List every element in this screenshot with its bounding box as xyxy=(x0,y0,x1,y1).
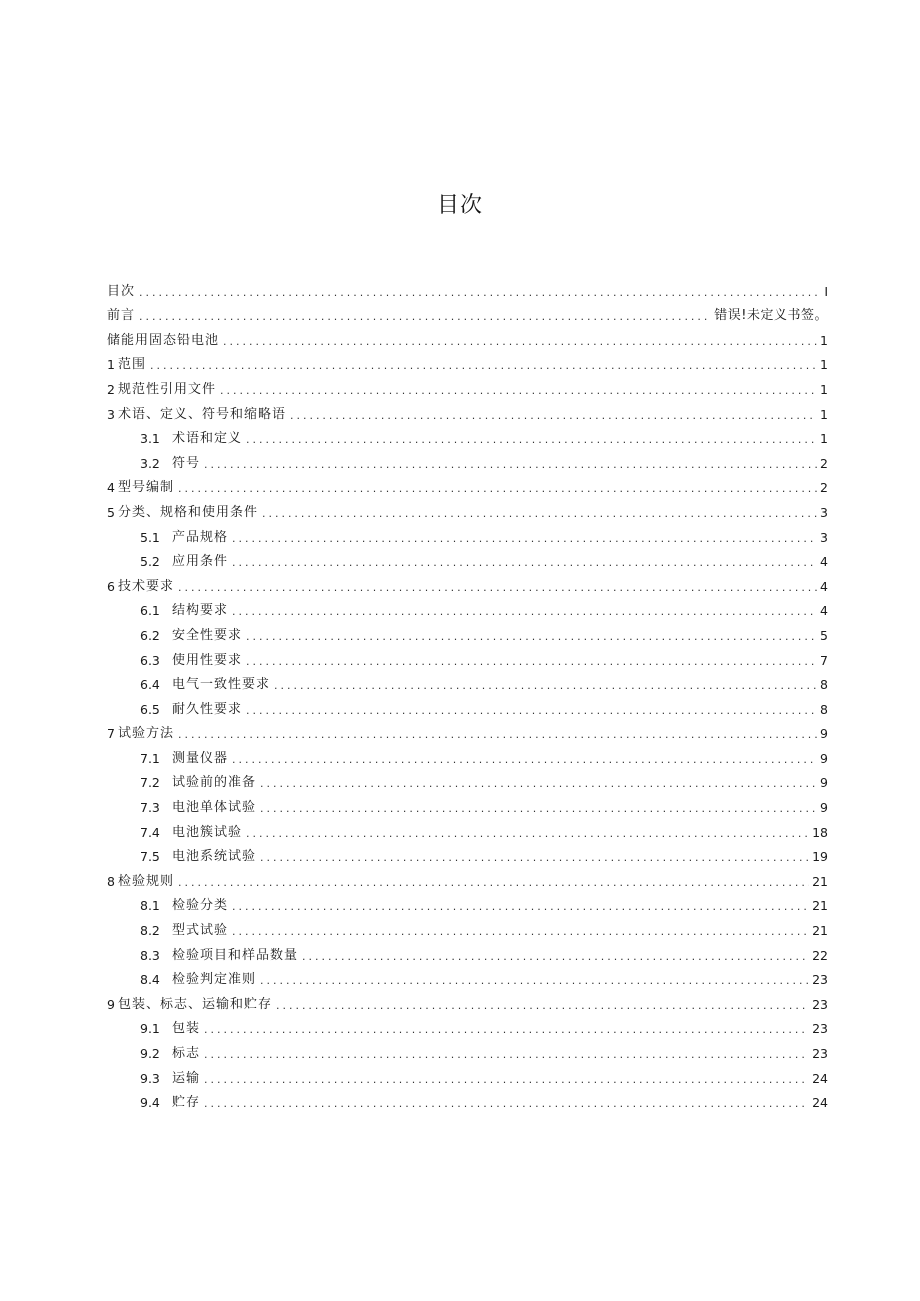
toc-entry-number: 6.4 xyxy=(140,677,160,693)
toc-entry-number: 6.5 xyxy=(140,701,160,717)
toc-entry-number: 6.1 xyxy=(140,603,160,619)
toc-entry[interactable] xyxy=(107,374,828,399)
toc-entry-title: 术语、定义、符号和缩略语 xyxy=(117,406,286,422)
toc-entry[interactable] xyxy=(107,989,828,1014)
toc-entry-page: 2 xyxy=(820,480,828,496)
toc-dot-leader xyxy=(178,727,817,743)
toc-entry-page: 错误!未定义书签。 xyxy=(714,308,828,324)
toc-entry[interactable] xyxy=(107,620,828,645)
toc-entry-number: 8 xyxy=(107,873,115,889)
toc-entry-page: 4 xyxy=(820,578,828,594)
toc-entry-number: 5.1 xyxy=(140,529,160,545)
toc-entry[interactable] xyxy=(107,1063,828,1088)
toc-entry-page: 22 xyxy=(812,947,828,963)
toc-dot-leader xyxy=(204,1096,809,1112)
toc-entry-page: 21 xyxy=(812,898,828,914)
toc-entry[interactable] xyxy=(107,842,828,867)
toc-entry-page: 24 xyxy=(812,1070,828,1086)
toc-entry-number: 6.3 xyxy=(140,652,160,668)
toc-dot-leader xyxy=(232,899,809,915)
toc-entry-title: 检验分类 xyxy=(172,898,229,914)
toc-entry[interactable] xyxy=(107,522,828,547)
table-of-contents xyxy=(107,276,828,1112)
toc-entry[interactable] xyxy=(107,866,828,891)
toc-entry[interactable] xyxy=(107,940,828,965)
toc-entry-page: 23 xyxy=(812,1021,828,1037)
toc-dot-leader xyxy=(150,358,817,374)
toc-entry[interactable] xyxy=(107,424,828,449)
toc-entry-title: 包装 xyxy=(172,1021,201,1037)
toc-entry-title: 标志 xyxy=(172,1046,201,1061)
toc-entry-page: 9 xyxy=(820,750,828,766)
toc-entry-number: 7.5 xyxy=(140,849,160,865)
toc-entry-page: 3 xyxy=(820,529,828,545)
toc-dot-leader xyxy=(232,555,817,571)
toc-dot-leader xyxy=(232,752,817,768)
toc-dot-leader xyxy=(178,875,809,891)
toc-entry-title: 前言 xyxy=(107,308,136,324)
toc-dot-leader xyxy=(302,949,809,965)
toc-entry-page: 18 xyxy=(812,824,828,840)
toc-entry-page: 4 xyxy=(820,554,828,570)
toc-entry[interactable] xyxy=(107,399,828,424)
toc-entry-title: 型号编制 xyxy=(117,480,174,496)
toc-entry-title: 符号 xyxy=(172,455,201,471)
toc-dot-leader xyxy=(260,850,809,866)
toc-entry-page: 9 xyxy=(820,775,828,791)
toc-entry-number: 8.2 xyxy=(140,923,160,939)
toc-entry-title: 电池簇试验 xyxy=(172,824,243,840)
toc-entry-page: 1 xyxy=(820,431,828,447)
toc-dot-leader xyxy=(260,776,817,792)
toc-entry-page: 2 xyxy=(820,455,828,471)
toc-entry[interactable] xyxy=(107,792,828,817)
toc-dot-leader xyxy=(246,703,817,719)
toc-dot-leader xyxy=(232,924,809,940)
toc-entry[interactable] xyxy=(107,1088,828,1113)
toc-entry[interactable] xyxy=(107,694,828,719)
toc-entry-number: 7 xyxy=(107,726,115,742)
toc-entry-page: 23 xyxy=(812,1046,828,1061)
toc-entry-title: 储能用固态铅电池 xyxy=(107,332,220,348)
toc-entry[interactable] xyxy=(107,817,828,842)
toc-entry[interactable] xyxy=(107,350,828,375)
toc-entry-page: 19 xyxy=(812,849,828,865)
toc-entry-number: 3.2 xyxy=(140,455,160,471)
toc-entry-number: 2 xyxy=(107,381,115,397)
toc-entry-title: 技术要求 xyxy=(117,578,174,594)
toc-entry[interactable] xyxy=(107,645,828,670)
toc-dot-leader xyxy=(223,334,817,350)
toc-entry-title: 检验规则 xyxy=(117,873,174,889)
toc-entry-page: 9 xyxy=(820,800,828,816)
toc-entry[interactable] xyxy=(107,473,828,498)
toc-entry-page: I xyxy=(824,283,828,299)
toc-dot-leader xyxy=(260,973,809,989)
toc-entry[interactable] xyxy=(107,547,828,572)
toc-entry-page: 9 xyxy=(820,726,828,742)
toc-entry[interactable] xyxy=(107,719,828,744)
toc-entry-page: 1 xyxy=(820,357,828,373)
toc-entry-page: 3 xyxy=(820,504,828,520)
toc-dot-leader xyxy=(178,481,817,497)
toc-entry-number: 5 xyxy=(107,504,115,520)
toc-dot-leader xyxy=(246,432,817,448)
toc-entry-title: 运输 xyxy=(172,1070,201,1086)
toc-dot-leader xyxy=(204,1047,809,1063)
toc-dot-leader xyxy=(246,629,817,645)
toc-entry[interactable] xyxy=(107,670,828,695)
toc-entry-number: 6.2 xyxy=(140,627,160,643)
toc-entry-page: 4 xyxy=(820,603,828,619)
toc-entry[interactable] xyxy=(107,965,828,990)
toc-entry-page: 23 xyxy=(812,972,828,988)
toc-entry[interactable] xyxy=(107,571,828,596)
toc-entry-title: 电池单体试验 xyxy=(172,800,257,816)
toc-dot-leader xyxy=(139,309,711,325)
toc-entry[interactable] xyxy=(107,497,828,522)
toc-entry-title: 结构要求 xyxy=(172,603,229,619)
toc-entry[interactable] xyxy=(107,743,828,768)
toc-entry-page: 1 xyxy=(820,332,828,348)
toc-entry-number: 1 xyxy=(107,357,115,373)
toc-dot-leader xyxy=(220,383,817,399)
toc-dot-leader xyxy=(290,408,817,424)
toc-entry-title: 目次 xyxy=(107,283,136,299)
toc-entry-page: 5 xyxy=(820,627,828,643)
toc-dot-leader xyxy=(262,506,817,522)
toc-entry-title: 试验方法 xyxy=(117,726,174,742)
toc-entry-title: 术语和定义 xyxy=(172,431,243,447)
toc-entry[interactable] xyxy=(107,596,828,621)
toc-entry-number: 6 xyxy=(107,578,115,594)
toc-entry-number: 7.1 xyxy=(140,750,160,766)
toc-entry-title: 检验判定准则 xyxy=(172,972,257,988)
toc-entry[interactable] xyxy=(107,768,828,793)
toc-dot-leader xyxy=(260,801,817,817)
toc-entry[interactable] xyxy=(107,891,828,916)
toc-dot-leader xyxy=(232,604,817,620)
toc-dot-leader xyxy=(204,1022,809,1038)
toc-entry-number: 5.2 xyxy=(140,554,160,570)
toc-entry-number: 8.4 xyxy=(140,972,160,988)
toc-entry-page: 1 xyxy=(820,381,828,397)
toc-entry-title: 使用性要求 xyxy=(172,652,243,668)
toc-entry-number: 9.2 xyxy=(140,1046,160,1061)
toc-entry-page: 21 xyxy=(812,923,828,939)
toc-entry[interactable] xyxy=(107,1014,828,1039)
toc-entry-number: 9.1 xyxy=(140,1021,160,1037)
toc-entry-title: 电池系统试验 xyxy=(172,849,257,865)
toc-entry-number: 9.3 xyxy=(140,1070,160,1086)
toc-dot-leader xyxy=(276,998,809,1014)
toc-dot-leader xyxy=(139,285,821,301)
toc-entry-page: 1 xyxy=(820,406,828,422)
toc-entry-number: 7.4 xyxy=(140,824,160,840)
toc-entry-number: 7.3 xyxy=(140,800,160,816)
toc-entry-title: 范围 xyxy=(117,357,146,373)
toc-entry-page: 8 xyxy=(820,677,828,693)
toc-dot-leader xyxy=(178,580,817,596)
toc-entry-title: 试验前的准备 xyxy=(172,775,257,791)
toc-entry-title: 型式试验 xyxy=(172,923,229,939)
toc-entry[interactable] xyxy=(107,325,828,350)
toc-entry[interactable] xyxy=(107,1038,828,1063)
toc-dot-leader xyxy=(274,678,817,694)
toc-entry-page: 21 xyxy=(812,873,828,889)
toc-entry-page: 8 xyxy=(820,701,828,717)
toc-entry-number: 9.4 xyxy=(140,1095,160,1111)
toc-entry[interactable] xyxy=(107,915,828,940)
toc-entry-title: 分类、规格和使用条件 xyxy=(117,504,258,520)
toc-entry-number: 8.1 xyxy=(140,898,160,914)
toc-entry-title: 包装、标志、运输和贮存 xyxy=(117,996,272,1012)
toc-entry-title: 应用条件 xyxy=(172,554,229,570)
toc-entry-title: 产品规格 xyxy=(172,529,229,545)
toc-entry-title: 测量仪器 xyxy=(172,750,229,766)
toc-entry-number: 4 xyxy=(107,480,115,496)
toc-entry-title: 贮存 xyxy=(172,1095,201,1111)
toc-entry-number: 3 xyxy=(107,406,115,422)
toc-entry-page: 24 xyxy=(812,1095,828,1111)
toc-entry[interactable] xyxy=(107,301,828,326)
toc-entry-title: 规范性引用文件 xyxy=(117,381,216,397)
toc-entry-title: 安全性要求 xyxy=(172,627,243,643)
toc-entry-page: 7 xyxy=(820,652,828,668)
toc-entry-page: 23 xyxy=(812,996,828,1012)
toc-dot-leader xyxy=(232,531,817,547)
toc-entry-number: 9 xyxy=(107,996,115,1012)
toc-entry-title: 电气一致性要求 xyxy=(172,677,271,693)
toc-entry-title: 耐久性要求 xyxy=(172,701,243,717)
page-title: 目次 xyxy=(436,193,483,218)
toc-dot-leader xyxy=(246,654,817,670)
toc-entry-title: 检验项目和样品数量 xyxy=(172,947,299,963)
toc-dot-leader xyxy=(204,457,817,473)
toc-entry[interactable] xyxy=(107,448,828,473)
toc-entry[interactable] xyxy=(107,276,828,301)
toc-dot-leader xyxy=(246,826,809,842)
toc-dot-leader xyxy=(204,1072,809,1088)
toc-entry-number: 8.3 xyxy=(140,947,160,963)
toc-entry-number: 7.2 xyxy=(140,775,160,791)
toc-entry-number: 3.1 xyxy=(140,431,160,447)
